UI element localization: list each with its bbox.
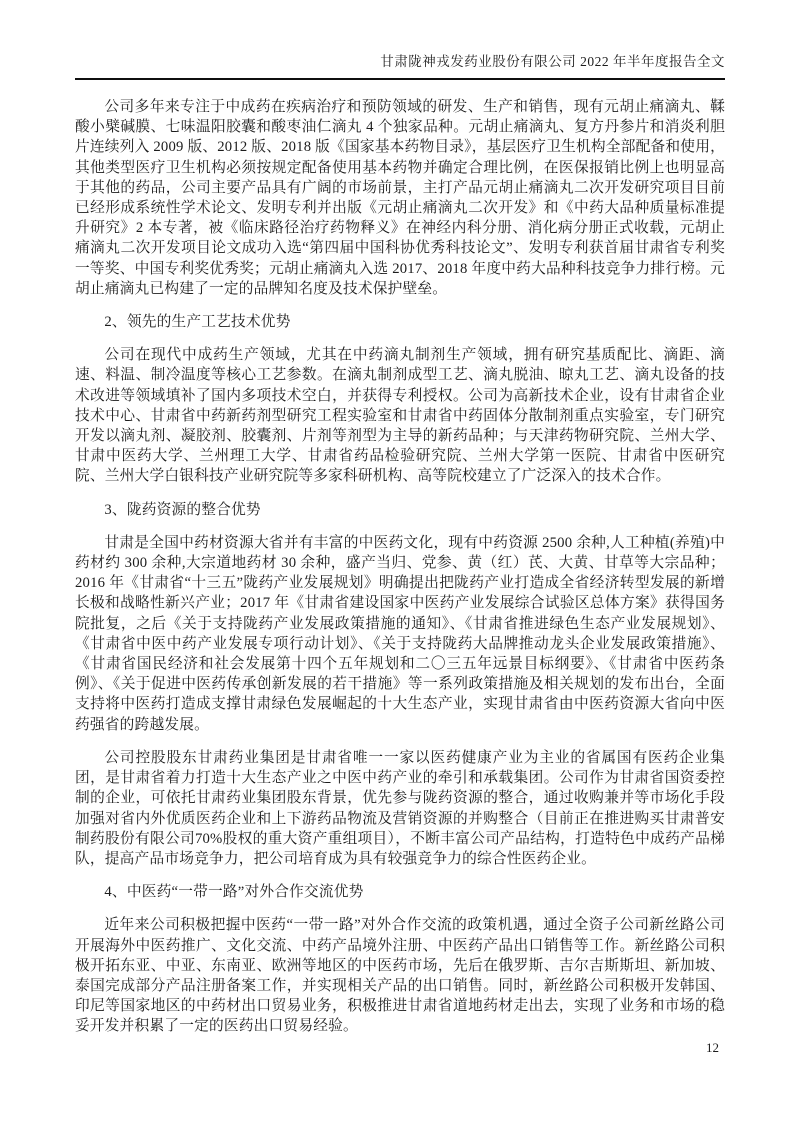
paragraph: 甘肃是全国中药材资源大省并有丰富的中医药文化，现有中药资源 2500 余种,人工种植(养殖)中药材约 300 余种,大宗道地药材 30 余种，盛产当归、党参、黄（红）芪、大黄、甘草等大宗品种；2016 年《甘肃省“十三五”陇药产业发展规划》明确提出把陇药产业打造成全省经济转型发展的新增长极和战略性新兴产业；2017 年《甘肃省建设国家中医药产业发展综合试验区总体方案》获得国务院批复，之后《关于支持陇药产业发展政策措施的通知》、《甘肃省推进绿色生态产业发展规划》、《甘肃省中医中药产业发展专项行动计划》、《关于支持陇药大品牌推动龙头企业发展政策措施》、《甘肃省国民经济和社会发展第十四个五年规划和二〇三五年远景目标纲要》、《甘肃省中医药条例》、《关于促进中医药传承创新发展的若干措施》等一系列政策措施及相关规划的发布出台，全面支持将中医药打造成支撑甘肃绿色发展崛起的十大生态产业，实现甘肃省由中医药资源大省向中医药强省的跨越发展。 bbox=[75, 534, 725, 733]
section-heading-production-technology: 2、领先的生产工艺技术优势 bbox=[104, 314, 291, 331]
paragraph: 近年来公司积极把握中医药“一带一路”对外合作交流的政策机遇，通过全资子公司新丝路公司开展海外中医药推广、文化交流、中药产品境外注册、中医药产品出口销售等工作。新丝路公司积极开拓东亚、中亚、东南亚、欧洲等地区的中医药市场，先后在俄罗斯、吉尔吉斯斯坦、新加坡、泰国完成部分产品注册备案工作，并实现相关产品的出口销售。同时，新丝路公司积极开发韩国、印尼等国家地区的中药材出口贸易业务，积极推进甘肃省道地药材走出去，实现了业务和市场的稳妥开发并积累了一定的医药出口贸易经验。 bbox=[75, 917, 725, 1035]
page-number: 12 bbox=[706, 1040, 719, 1055]
paragraph: 公司控股股东甘肃药业集团是甘肃省唯一一家以医药健康产业为主业的省属国有医药企业集团，是甘肃省着力打造十大生态产业之中医中药产业的牵引和承载集团。公司作为甘肃省国资委控制的企业，可依托甘肃药业集团股东背景，优先参与陇药资源的整合，通过收购兼并等市场化手段加强对省内外优质医药企业和上下游药品物流及营销资源的并购整合（目前正在推进购买甘肃普安制药股份有限公司70%股权的重大资产重组项目），不断丰富公司产品结构，打造特色中成药产品梯队，提高产品市场竞争力，把公司培育成为具有较强竞争力的综合性医药企业。 bbox=[75, 749, 725, 867]
document-body bbox=[75, 97, 725, 1050]
paragraph: 公司多年来专注于中成药在疾病治疗和预防领域的研发、生产和销售，现有元胡止痛滴丸、鞣酸小檗碱膜、七味温阳胶囊和酸枣油仁滴丸 4 个独家品种。元胡止痛滴丸、复方丹参片和消炎利胆片连续列入 2009 版、2012 版、2018 版《国家基本药物目录》，基层医疗卫生机构全部配备和使用，其他类型医疗卫生机构必须按规定配备使用基本药物并确定合理比例，在医保报销比例上也明显高于其他的药品，公司主要产品具有广阔的市场前景，主打产品元胡止痛滴丸二次开发研究项目目前已经形成系统性学术论文、发明专利并出版《元胡止痛滴丸二次开发》和《中药大品种质量标准提升研究》2 本专著，被《临床路径治疗药物释义》在神经内科分册、消化病分册正式收载，元胡止痛滴丸二次开发项目论文成功入选“第四届中国科协优秀科技论文”、发明专利获首届甘肃省专利奖一等奖、中国专利奖优秀奖；元胡止痛滴丸入选 2017、2018 年度中药大品种科技竞争力排行榜。元胡止痛滴丸已构建了一定的品牌知名度及技术保护壁垒。 bbox=[75, 99, 725, 297]
page-header-title: 甘肃陇神戎发药业股份有限公司 2022 年半年度报告全文 bbox=[75, 50, 725, 80]
paragraph: 公司在现代中成药生产领域，尤其在中药滴丸制剂生产领域，拥有研究基质配比、滴距、滴速、料温、制冷温度等核心工艺参数。在滴丸制剂成型工艺、滴丸脱油、晾丸工艺、滴丸设备的技术改进等领域填补了国内多项技术空白，并获得专利授权。公司为高新技术企业，设有甘肃省企业技术中心、甘肃省中药新药剂型研究工程实验室和甘肃省中药固体分散制剂重点实验室，专门研究开发以滴丸剂、凝胶剂、胶囊剂、片剂等剂型为主导的新药品种；与天津药物研究院、兰州大学、甘肃中医药大学、兰州理工大学、甘肃省药品检验研究院、兰州大学第一医院、甘肃省中医研究院、兰州大学白银科技产业研究院等多家科研机构、高等院校建立了广泛深入的技术合作。 bbox=[75, 347, 725, 485]
section-heading-belt-and-road: 4、中医药“一带一路”对外合作交流优势 bbox=[104, 884, 364, 901]
section-heading-resource-integration: 3、陇药资源的整合优势 bbox=[104, 501, 261, 518]
